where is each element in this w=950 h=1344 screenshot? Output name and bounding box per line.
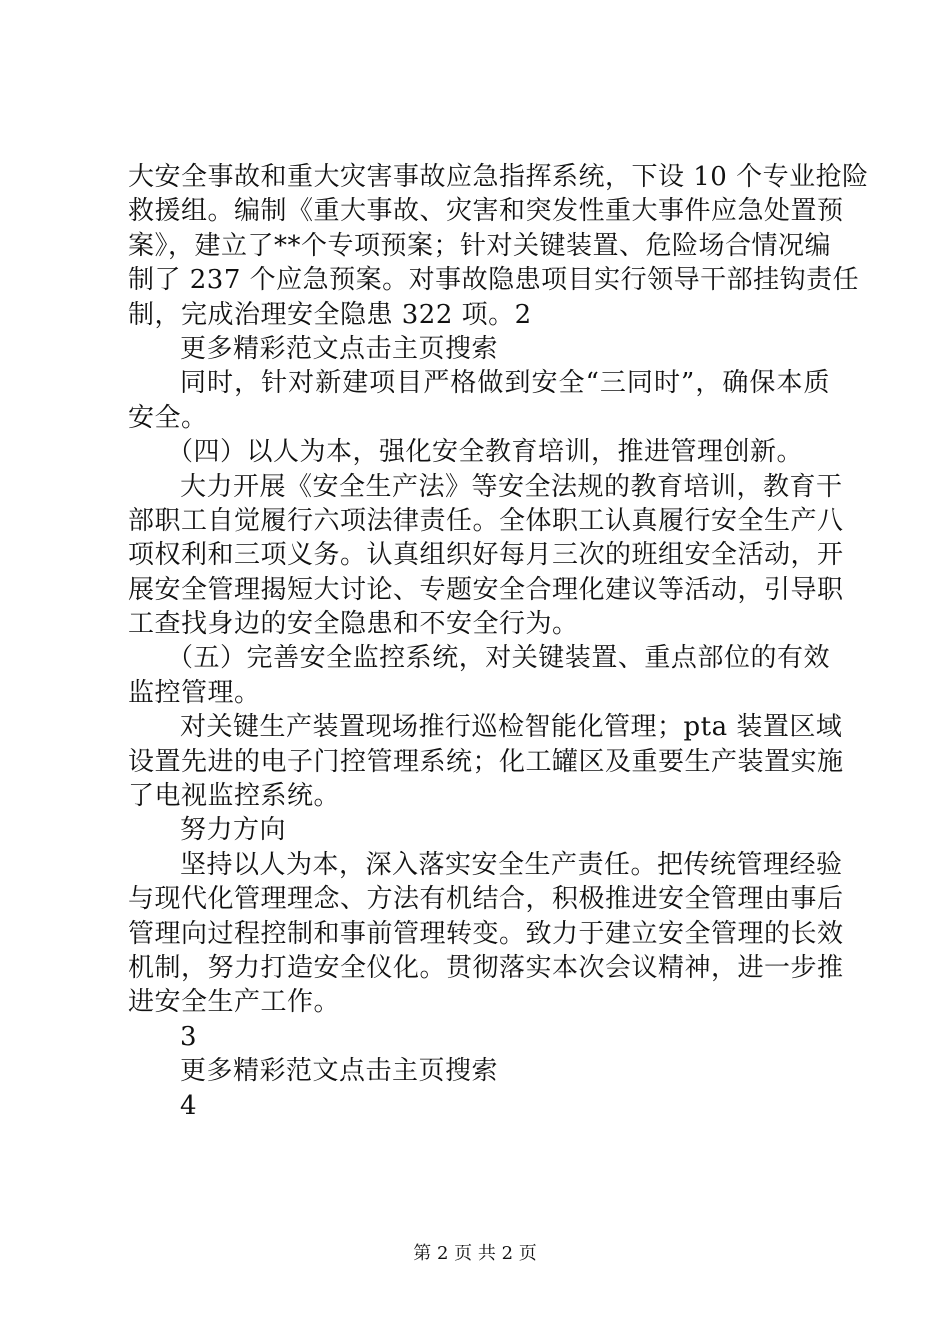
text-line: 与现代化管理理念、方法有机结合，积极推进安全管理由事后 (128, 884, 844, 915)
page-number-marker: 3 (180, 1021, 198, 1052)
text-line: 同时，针对新建项目严格做到安全“三同时”，确保本质 (180, 368, 830, 399)
text-line: 制，完成治理安全隐患 322 项。2 (128, 299, 532, 330)
text-line: 展安全管理揭短大讨论、专题安全合理化建议等活动，引导职 (128, 574, 844, 605)
page-number-marker: 4 (180, 1090, 198, 1121)
text-line: 安全。 (128, 402, 208, 433)
text-line: 了电视监控系统。 (128, 781, 341, 812)
text-line: 部职工自觉履行六项法律责任。全体职工认真履行安全生产八 (128, 505, 844, 536)
promo-line: 更多精彩范文点击主页搜索 (180, 333, 499, 364)
text-line: 设置先进的电子门控管理系统；化工罐区及重要生产装置实施 (128, 746, 844, 777)
text-line: 制了 237 个应急预案。对事故隐患项目实行领导干部挂钩责任 (128, 265, 860, 296)
text-line: 工查找身边的安全隐患和不安全行为。 (128, 609, 579, 640)
promo-line: 更多精彩范文点击主页搜索 (180, 1056, 499, 1087)
text-line: 坚持以人为本，深入落实安全生产责任。把传统管理经验 (180, 849, 843, 880)
text-line: 进安全生产工作。 (128, 987, 341, 1018)
page-footer: 第 2 页 共 2 页 (413, 1243, 537, 1264)
text-line: 救援组。编制《重大事故、灾害和突发性重大事件应急处置预 (128, 196, 844, 227)
section-heading: （五）完善安全监控系统，对关键装置、重点部位的有效 (167, 643, 830, 674)
text-line: 项权利和三项义务。认真组织好每月三次的班组安全活动，开 (128, 540, 844, 571)
section-heading: （四）以人为本，强化安全教育培训，推进管理创新。 (167, 437, 804, 468)
text-line: 对关键生产装置现场推行巡检智能化管理；pta 装置区域 (180, 712, 843, 743)
section-heading: 努力方向 (180, 815, 287, 846)
text-line: 大力开展《安全生产法》等安全法规的教育培训，教育干 (180, 471, 843, 502)
section-heading-continued: 监控管理。 (128, 677, 261, 708)
document-body (128, 160, 869, 1123)
text-line: 案》，建立了**个专项预案；针对关键装置、危险场合情况编 (128, 230, 832, 261)
text-line: 管理向过程控制和事前管理转变。致力于建立安全管理的长效 (128, 918, 844, 949)
text-line: 大安全事故和重大灾害事故应急指挥系统，下设 10 个专业抢险 (128, 162, 869, 192)
text-line: 机制，努力打造安全仪化。贯彻落实本次会议精神，进一步推 (128, 952, 844, 983)
